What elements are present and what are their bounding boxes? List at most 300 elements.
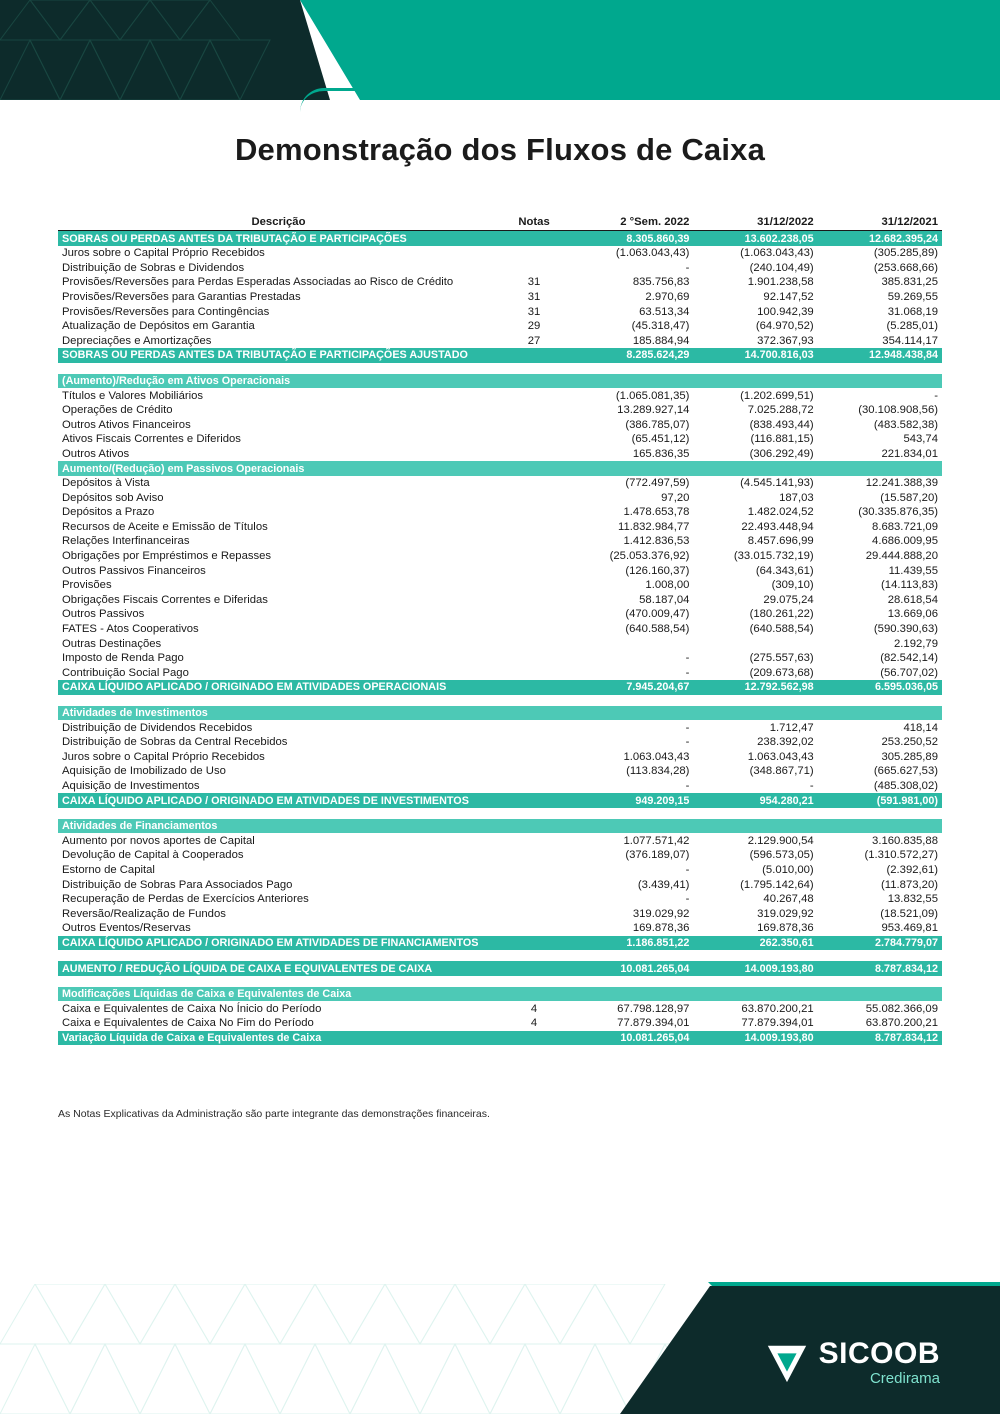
row-value-period-3: 6.595.036,05	[818, 680, 942, 695]
table-spacer-row	[58, 695, 942, 706]
row-value-period-1: (113.834,28)	[626, 765, 690, 778]
row-note-ref	[499, 260, 569, 275]
row-value-period-3: (18.521,09)	[880, 907, 938, 920]
row-note-ref	[499, 706, 569, 721]
brand-name: SICOOB	[818, 1337, 940, 1370]
row-value-period-3: 953.469,81	[881, 922, 938, 935]
row-value-period-3: (253.668,66)	[873, 261, 938, 274]
row-value-period-2: (240.104,49)	[749, 261, 814, 274]
row-value-period-3: 354.114,17	[882, 334, 938, 347]
row-note-ref	[499, 764, 569, 779]
row-note-ref	[499, 622, 569, 637]
row-note-ref	[499, 563, 569, 578]
table-body	[58, 231, 942, 1045]
row-value-period-3: (14.113,83)	[881, 579, 938, 592]
row-label: Recuperação de Perdas de Exercícios Anteriores	[62, 893, 309, 906]
row-value-period-1: (640.588,54)	[625, 623, 690, 636]
table-row	[58, 666, 942, 681]
row-note-ref	[499, 936, 569, 951]
row-note-ref: 31	[527, 290, 541, 303]
row-label: Atualização de Depósitos em Garantia	[62, 320, 255, 333]
row-value-period-1: -	[685, 666, 690, 679]
table-row	[58, 549, 942, 564]
row-label: Variação Líquida de Caixa e Equivalentes de Caixa	[58, 1031, 499, 1046]
row-note-ref	[499, 505, 569, 520]
row-label: Contribuição Social Pago	[62, 666, 189, 679]
table-row	[58, 374, 942, 389]
table-row	[58, 563, 942, 578]
row-label: Ativos Fiscais Correntes e Diferidos	[62, 433, 241, 446]
row-note-ref	[499, 666, 569, 681]
table-row	[58, 461, 942, 476]
row-value-period-2: 1.063.043,43	[747, 750, 814, 763]
row-label: Juros sobre o Capital Próprio Recebidos	[62, 750, 265, 763]
row-value-period-2: 1.482.024,52	[747, 506, 814, 519]
table-row	[58, 892, 942, 907]
row-note-ref	[499, 987, 569, 1002]
row-label: Distribuição de Sobras da Central Recebidos	[62, 736, 288, 749]
row-value-period-1: 67.798.128,97	[617, 1002, 690, 1015]
table-row	[58, 388, 942, 403]
row-value-period-3: 385.831,25	[881, 276, 938, 289]
row-value-period-1: -	[685, 779, 690, 792]
row-label: Outros Passivos	[62, 608, 145, 621]
row-value-period-3: 253.250,52	[881, 736, 938, 749]
row-value-period-2: 262.350,61	[693, 936, 817, 951]
row-value-period-3: 305.285,89	[881, 750, 938, 763]
row-value-period-2: (838.493,44)	[749, 418, 814, 431]
row-value-period-3: (665.627,53)	[873, 765, 938, 778]
header-decoration	[0, 0, 1000, 112]
table-row	[58, 607, 942, 622]
row-value-period-3: (485.308,02)	[873, 779, 938, 792]
row-value-period-2: 8.457.696,99	[747, 535, 814, 548]
table-row	[58, 636, 942, 651]
row-value-period-2: (5.010,00)	[762, 863, 814, 876]
row-label: Depósitos sob Aviso	[62, 491, 164, 504]
row-label: Provisões	[62, 579, 112, 592]
page-title: Demonstração dos Fluxos de Caixa	[234, 132, 766, 167]
row-value-period-2: 14.009.193,80	[693, 1031, 817, 1046]
row-value-period-3: 8.787.834,12	[818, 1031, 942, 1046]
row-note-ref	[499, 549, 569, 564]
row-note-ref	[499, 593, 569, 608]
row-note-ref	[499, 819, 569, 834]
table-row	[58, 534, 942, 549]
brand-logo	[764, 1339, 940, 1386]
row-label: (Aumento)/Redução em Ativos Operacionais	[58, 374, 499, 389]
table-row	[58, 764, 942, 779]
table-row	[58, 231, 942, 246]
row-value-period-3: 8.787.834,12	[818, 961, 942, 976]
row-value-period-2: (180.261,22)	[749, 608, 814, 621]
row-value-period-2: (116.881,15)	[750, 433, 814, 446]
row-value-period-2: (33.015.732,19)	[733, 550, 814, 563]
row-label: Distribuição de Sobras e Dividendos	[62, 261, 245, 274]
row-value-period-2: 92.147,52	[763, 290, 814, 303]
table-row	[58, 1016, 942, 1031]
row-value-period-3: 4.686.009,95	[872, 535, 938, 548]
row-value-period-3: 2.784.779,07	[818, 936, 942, 951]
row-note-ref	[499, 735, 569, 750]
row-value-period-3	[818, 706, 942, 721]
row-value-period-3: 55.082.366,09	[865, 1002, 938, 1015]
header-period-3: 31/12/2021	[818, 215, 942, 231]
header-pattern	[0, 0, 330, 100]
row-label: Distribuição de Sobras Para Associados Pago	[62, 878, 293, 891]
table-row	[58, 921, 942, 936]
row-value-period-2: (306.292,49)	[749, 447, 814, 460]
row-label: Estorno de Capital	[62, 863, 155, 876]
row-value-period-1: (25.053.376,92)	[609, 550, 690, 563]
row-value-period-3: 59.269,55	[887, 290, 938, 303]
row-value-period-1: (386.785,07)	[625, 418, 690, 431]
row-label: Obrigações Fiscais Correntes e Diferidas	[62, 593, 268, 606]
row-value-period-1: (45.318,47)	[631, 320, 690, 333]
row-value-period-3	[818, 819, 942, 834]
row-value-period-3: (590.390,63)	[873, 623, 938, 636]
row-value-period-2: 372.367,93	[757, 334, 814, 347]
row-note-ref	[499, 461, 569, 476]
table-row	[58, 290, 942, 305]
row-value-period-1: 7.945.204,67	[569, 680, 693, 695]
table-row	[58, 819, 942, 834]
header-notas: Notas	[499, 215, 569, 231]
row-label: CAIXA LÍQUIDO APLICADO / ORIGINADO EM ATIVIDADES OPERACIONAIS	[58, 680, 499, 695]
row-label: Depreciações e Amortizações	[62, 334, 212, 347]
row-label: CAIXA LÍQUIDO APLICADO / ORIGINADO EM ATIVIDADES DE INVESTIMENTOS	[58, 793, 499, 808]
row-value-period-1: 165.836,35	[632, 447, 690, 460]
row-note-ref: 4	[530, 1002, 538, 1015]
table-row	[58, 848, 942, 863]
row-label: Títulos e Valores Mobiliários	[62, 389, 204, 402]
row-value-period-1: -	[685, 863, 690, 876]
row-value-period-1: -	[685, 261, 690, 274]
table-row	[58, 333, 942, 348]
row-value-period-2: (209.673,68)	[749, 666, 814, 679]
cash-flow-statement	[58, 215, 942, 1045]
row-value-period-2: 238.392,02	[757, 736, 814, 749]
row-value-period-2	[693, 636, 817, 651]
header-period-1: 2 °Sem. 2022	[569, 215, 693, 231]
row-value-period-2: 22.493.448,94	[741, 520, 814, 533]
row-value-period-2: (1.202.699,51)	[740, 389, 814, 402]
row-label: SOBRAS OU PERDAS ANTES DA TRIBUTAÇÃO E PARTICIPAÇÕES AJUSTADO	[58, 348, 499, 363]
row-label: Juros sobre o Capital Próprio Recebidos	[62, 247, 265, 260]
row-value-period-2: (1.795.142,64)	[740, 878, 814, 891]
header-curve	[300, 88, 1000, 112]
row-value-period-3: 221.834,01	[881, 447, 938, 460]
table-row	[58, 246, 942, 261]
row-note-ref: 31	[527, 305, 541, 318]
table-row	[58, 275, 942, 290]
row-label: Imposto de Renda Pago	[62, 652, 184, 665]
footer-decoration	[0, 1254, 1000, 1414]
row-value-period-2: 14.009.193,80	[693, 961, 817, 976]
row-note-ref	[499, 793, 569, 808]
row-value-period-3: (2.392,61)	[886, 863, 938, 876]
row-value-period-2	[693, 461, 817, 476]
row-value-period-2: (1.063.043,43)	[740, 247, 814, 260]
row-note-ref	[499, 374, 569, 389]
row-label: Caixa e Equivalentes de Caixa No Fim do Período	[62, 1017, 314, 1030]
table-row	[58, 476, 942, 491]
row-label: Outros Ativos Financeiros	[62, 418, 191, 431]
row-label: Atividades de Investimentos	[58, 706, 499, 721]
row-value-period-1: 8.285.624,29	[569, 348, 693, 363]
row-value-period-3: 543,74	[903, 433, 938, 446]
table-row	[58, 319, 942, 334]
table-row	[58, 987, 942, 1002]
row-value-period-1: -	[685, 652, 690, 665]
row-value-period-1: 1.063.043,43	[623, 750, 690, 763]
row-value-period-1: 1.186.851,22	[569, 936, 693, 951]
table-row	[58, 622, 942, 637]
row-label: Outros Passivos Financeiros	[62, 564, 206, 577]
row-value-period-1: 949.209,15	[569, 793, 693, 808]
table-row	[58, 348, 942, 363]
row-value-period-3: (30.335.876,35)	[858, 506, 938, 519]
table-row	[58, 779, 942, 794]
table-row	[58, 863, 942, 878]
row-note-ref: 31	[527, 276, 541, 289]
row-value-period-3: 12.241.388,39	[865, 477, 938, 490]
row-value-period-3: (305.285,89)	[873, 247, 938, 260]
row-value-period-1: 1.077.571,42	[623, 834, 690, 847]
table-row	[58, 720, 942, 735]
row-value-period-3: 12.682.395,24	[818, 231, 942, 246]
row-value-period-1	[569, 819, 693, 834]
row-value-period-2: 2.129.900,54	[747, 834, 814, 847]
row-label: Recursos de Aceite e Emissão de Títulos	[62, 520, 268, 533]
row-note-ref	[499, 417, 569, 432]
row-label: Caixa e Equivalentes de Caixa No Ínicio do Período	[62, 1002, 322, 1015]
row-note-ref	[499, 476, 569, 491]
row-value-period-2: 12.792.562,98	[693, 680, 817, 695]
row-value-period-1: 8.305.860,39	[569, 231, 693, 246]
row-label: FATES - Atos Cooperativos	[62, 623, 199, 636]
row-value-period-2: 1.901.238,58	[747, 276, 814, 289]
row-label: Relações Interfinanceiras	[62, 535, 190, 548]
row-value-period-2: 100.942,39	[757, 305, 814, 318]
row-label: Aquisição de Investimentos	[62, 779, 200, 792]
row-label: Atividades de Financiamentos	[58, 819, 499, 834]
row-note-ref	[499, 520, 569, 535]
row-value-period-1: 58.187,04	[639, 593, 690, 606]
row-value-period-3: (15.587,20)	[880, 491, 938, 504]
row-label: Operações de Crédito	[62, 404, 173, 417]
row-value-period-3: (5.285,01)	[886, 320, 938, 333]
row-value-period-1: 1.412.836,53	[623, 535, 690, 548]
row-value-period-3: 418,14	[903, 721, 938, 734]
row-note-ref	[499, 651, 569, 666]
row-note-ref	[499, 749, 569, 764]
table-spacer-row	[58, 976, 942, 987]
table-row	[58, 735, 942, 750]
row-note-ref	[499, 921, 569, 936]
row-value-period-1: 63.513,34	[639, 305, 690, 318]
row-value-period-1: -	[685, 736, 690, 749]
row-label: SOBRAS OU PERDAS ANTES DA TRIBUTAÇÃO E PARTICIPAÇÕES	[58, 231, 499, 246]
row-value-period-2: 187,03	[779, 491, 814, 504]
row-value-period-1: 13.289.927,14	[617, 404, 690, 417]
header-descricao: Descrição	[58, 215, 499, 231]
row-label: Distribuição de Dividendos Recebidos	[62, 721, 253, 734]
row-label: Reversão/Realização de Fundos	[62, 907, 226, 920]
row-note-ref: 29	[527, 320, 541, 333]
row-value-period-1: (126.160,37)	[625, 564, 690, 577]
table-row	[58, 906, 942, 921]
table-header-row	[58, 215, 942, 231]
row-label: Aumento/(Redução) em Passivos Operacionais	[58, 461, 499, 476]
table-spacer-row	[58, 363, 942, 374]
row-value-period-3: 12.948.438,84	[818, 348, 942, 363]
table-row	[58, 877, 942, 892]
table-row	[58, 505, 942, 520]
table-row	[58, 490, 942, 505]
row-value-period-3: (82.542,14)	[880, 652, 938, 665]
row-value-period-1: -	[685, 721, 690, 734]
row-value-period-2: (596.573,05)	[749, 849, 814, 862]
table-row	[58, 680, 942, 695]
row-value-period-2: (309,10)	[771, 579, 814, 592]
row-value-period-3: 29.444.888,20	[865, 550, 938, 563]
row-value-period-2: 13.602.238,05	[693, 231, 817, 246]
row-value-period-2: 319.029,92	[757, 907, 814, 920]
row-label: Provisões/Reversões para Garantias Prestadas	[62, 290, 301, 303]
row-value-period-1: 835.756,83	[632, 276, 690, 289]
row-note-ref	[499, 1031, 569, 1046]
row-label: Outros Ativos	[62, 447, 130, 460]
row-value-period-2: -	[809, 779, 814, 792]
row-value-period-1	[569, 987, 693, 1002]
row-label: Outras Destinações	[62, 637, 162, 650]
row-value-period-1: (772.497,59)	[625, 477, 690, 490]
row-note-ref	[499, 680, 569, 695]
row-value-period-3: (56.707,02)	[880, 666, 938, 679]
row-value-period-2	[693, 706, 817, 721]
row-value-period-1: 97,20	[661, 491, 690, 504]
table-row	[58, 833, 942, 848]
row-label: Depósitos a Prazo	[62, 506, 155, 519]
row-note-ref	[499, 447, 569, 462]
table-row	[58, 936, 942, 951]
row-value-period-1: (470.009,47)	[625, 608, 690, 621]
footnote: As Notas Explicativas da Administração são parte integrante das demonstrações financeiras.	[58, 1108, 490, 1120]
table-row	[58, 1031, 942, 1046]
table-row	[58, 706, 942, 721]
row-value-period-2: 40.267,48	[763, 893, 814, 906]
row-value-period-1: (1.065.081,35)	[615, 389, 690, 402]
table-row	[58, 793, 942, 808]
row-value-period-1	[569, 461, 693, 476]
row-label: Depósitos à Vista	[62, 477, 150, 490]
row-note-ref	[499, 720, 569, 735]
row-value-period-1: 77.879.394,01	[617, 1017, 690, 1030]
row-value-period-2: 954.280,21	[693, 793, 817, 808]
row-value-period-2: (275.557,63)	[749, 652, 814, 665]
row-value-period-2: (348.867,71)	[749, 765, 814, 778]
row-note-ref: 4	[530, 1017, 538, 1030]
row-value-period-1: 11.832.984,77	[618, 520, 690, 533]
table-row	[58, 1001, 942, 1016]
table-row	[58, 432, 942, 447]
row-value-period-2: 7.025.288,72	[747, 404, 814, 417]
table-spacer-row	[58, 808, 942, 819]
row-label: Modificações Líquidas de Caixa e Equivalentes de Caixa	[58, 987, 499, 1002]
row-note-ref	[499, 231, 569, 246]
row-label: Provisões/Reversões para Perdas Esperadas Associadas ao Risco de Crédito	[62, 276, 454, 289]
row-value-period-1: (3.439,41)	[637, 878, 690, 891]
row-value-period-2	[693, 819, 817, 834]
row-value-period-2	[693, 987, 817, 1002]
row-note-ref	[499, 636, 569, 651]
table-row	[58, 304, 942, 319]
header-period-2: 31/12/2022	[693, 215, 817, 231]
row-value-period-3: 8.683.721,09	[872, 520, 938, 533]
row-value-period-3: 2.192,79	[894, 637, 938, 650]
financial-table	[58, 215, 942, 1045]
table-row	[58, 520, 942, 535]
row-value-period-2: 169.878,36	[757, 922, 814, 935]
table-row	[58, 578, 942, 593]
row-label: Devolução de Capital à Cooperados	[62, 849, 244, 862]
row-value-period-1: (65.451,12)	[631, 433, 690, 446]
row-value-period-2: (640.588,54)	[749, 623, 814, 636]
row-label: Provisões/Reversões para Contingências	[62, 305, 270, 318]
row-note-ref	[499, 906, 569, 921]
row-note-ref	[499, 961, 569, 976]
sicoob-logo-icon	[764, 1340, 810, 1386]
table-row	[58, 593, 942, 608]
row-label: CAIXA LÍQUIDO APLICADO / ORIGINADO EM ATIVIDADES DE FINANCIAMENTOS	[58, 936, 499, 951]
row-value-period-1	[569, 636, 693, 651]
row-label: Aquisição de Imobilizado de Uso	[62, 765, 226, 778]
row-note-ref	[499, 607, 569, 622]
table-row	[58, 403, 942, 418]
row-value-period-1: 2.970,69	[645, 290, 690, 303]
row-value-period-2: 29.075,24	[763, 593, 814, 606]
row-note-ref	[499, 877, 569, 892]
table-row	[58, 447, 942, 462]
row-value-period-3: (11.873,20)	[881, 878, 938, 891]
row-value-period-1: -	[685, 893, 690, 906]
row-value-period-3: 31.068,19	[887, 305, 938, 318]
table-spacer-row	[58, 950, 942, 961]
row-note-ref	[499, 578, 569, 593]
row-value-period-1: (1.063.043,43)	[615, 247, 690, 260]
row-value-period-3: (30.108.908,56)	[858, 404, 938, 417]
brand-subname: Credirama	[869, 1370, 940, 1387]
row-value-period-2: 14.700.816,03	[693, 348, 817, 363]
table-row	[58, 961, 942, 976]
row-value-period-1: 10.081.265,04	[569, 1031, 693, 1046]
row-value-period-1: 1.478.653,78	[623, 506, 690, 519]
row-value-period-2: (64.970,52)	[755, 320, 814, 333]
row-value-period-3	[818, 987, 942, 1002]
row-value-period-3: -	[934, 389, 938, 402]
row-value-period-3: 28.618,54	[887, 593, 938, 606]
row-label: Obrigações por Empréstimos e Repasses	[62, 550, 272, 563]
row-value-period-1: 1.008,00	[645, 579, 690, 592]
row-note-ref	[499, 863, 569, 878]
row-value-period-1: (376.189,07)	[625, 849, 690, 862]
row-label: Aumento por novos aportes de Capital	[62, 834, 255, 847]
row-note-ref	[499, 490, 569, 505]
row-value-period-1	[569, 374, 693, 389]
table-row	[58, 749, 942, 764]
row-note-ref	[499, 246, 569, 261]
